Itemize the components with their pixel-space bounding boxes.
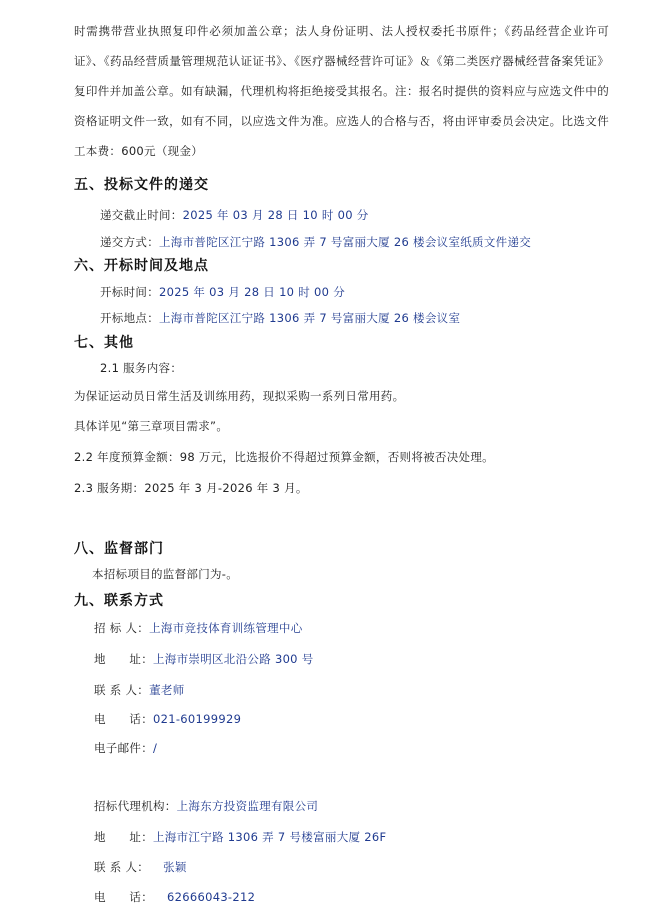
- agency-row: [94, 798, 318, 814]
- section-6-heading: 六、开标时间及地点: [74, 258, 209, 274]
- agency-address-row: [94, 829, 386, 845]
- agency-value: 上海东方投资监理有限公司: [176, 799, 319, 813]
- agency-label: 招标代理机构：: [94, 799, 177, 813]
- submission-method-label: 递交方式：: [100, 235, 159, 249]
- tenderer-phone-label: 电 话：: [94, 712, 153, 726]
- agency-address-value: 上海市江宁路 1306 弄 7 号楼富丽大厦 26F: [153, 830, 387, 844]
- opening-place-value: 上海市普陀区江宁路 1306 弄 7 号富丽大厦 26 楼会议室: [159, 311, 461, 325]
- opening-time-label: 开标时间：: [100, 285, 159, 299]
- tenderer-address-row: [94, 651, 314, 667]
- tenderer-contact-label: 联 系 人：: [94, 683, 150, 697]
- section-9-heading: 九、联系方式: [74, 593, 164, 609]
- intro-paragraph: 时需携带营业执照复印件必须加盖公章；法人身份证明、法人授权委托书原件；《药品经营企业许可证》、《药品经营质量管理规范认证证书》、《医疗器械经营许可证》＆《第二类医疗器械经营备案凭证》复印件并加盖公章。如有缺漏，代理机构将拒绝接受其报名。注：报名时提供的资料应与应选文件中的资格证明文件一致，如有不同，以应选文件为准。应选人的合格与否，将由评审委员会决定。比选文件工本费：600元（现金）: [74, 24, 609, 158]
- submission-deadline-value: 2025 年 03 月 28 日 10 时 00 分: [182, 208, 369, 222]
- other-requirements-reference: 具体详见“第三章项目需求”。: [74, 419, 229, 433]
- opening-place-row: [100, 310, 460, 326]
- section-5-heading: 五、投标文件的递交: [74, 177, 209, 193]
- opening-time-row: [100, 284, 345, 300]
- other-service-content-label: 2.1 服务内容：: [100, 361, 183, 375]
- tenderer-phone-row: [94, 711, 241, 727]
- agency-address-label: 地 址：: [94, 830, 153, 844]
- agency-contact-value: 张颖: [163, 860, 187, 874]
- other-service-content-text: 为保证运动员日常生活及训练用药，现拟采购一系列日常用药。: [74, 389, 405, 403]
- tenderer-email-label: 电子邮件：: [94, 741, 153, 755]
- submission-method-value: 上海市普陀区江宁路 1306 弄 7 号富丽大厦 26 楼会议室纸质文件递交: [159, 235, 532, 249]
- other-annual-budget: 2.2 年度预算金额：98 万元，比选报价不得超过预算金额，否则将被否决处理。: [74, 450, 494, 464]
- section-8-heading: 八、监督部门: [74, 541, 164, 557]
- opening-place-label: 开标地点：: [100, 311, 159, 325]
- submission-deadline-row: [100, 207, 369, 223]
- tenderer-row: [94, 620, 303, 636]
- tenderer-contact-row: [94, 682, 185, 698]
- opening-time-value: 2025 年 03 月 28 日 10 时 00 分: [159, 285, 345, 299]
- tenderer-value: 上海市竞技体育训练管理中心: [149, 621, 303, 635]
- tenderer-email-row: [94, 740, 157, 756]
- agency-phone-row: [94, 889, 255, 905]
- supervision-department-text: 本招标项目的监督部门为-。: [92, 567, 239, 581]
- tenderer-address-label: 地 址：: [94, 652, 153, 666]
- agency-contact-row: [94, 859, 187, 875]
- tenderer-label: 招 标 人：: [94, 621, 150, 635]
- tenderer-address-value: 上海市崇明区北沿公路 300 号: [153, 652, 314, 666]
- tenderer-email-value: /: [153, 741, 158, 755]
- other-service-period: 2.3 服务期：2025 年 3 月-2026 年 3 月。: [74, 481, 308, 495]
- tenderer-contact-value: 董老师: [149, 683, 185, 697]
- agency-phone-label: 电 话：: [94, 890, 153, 904]
- tenderer-phone-value: 021-60199929: [153, 712, 242, 726]
- submission-method-row: [100, 234, 531, 250]
- submission-deadline-label: 递交截止时间：: [100, 208, 183, 222]
- section-7-heading: 七、其他: [74, 335, 134, 351]
- agency-phone-value: 62666043-212: [167, 890, 256, 904]
- agency-contact-label: 联 系 人：: [94, 860, 150, 874]
